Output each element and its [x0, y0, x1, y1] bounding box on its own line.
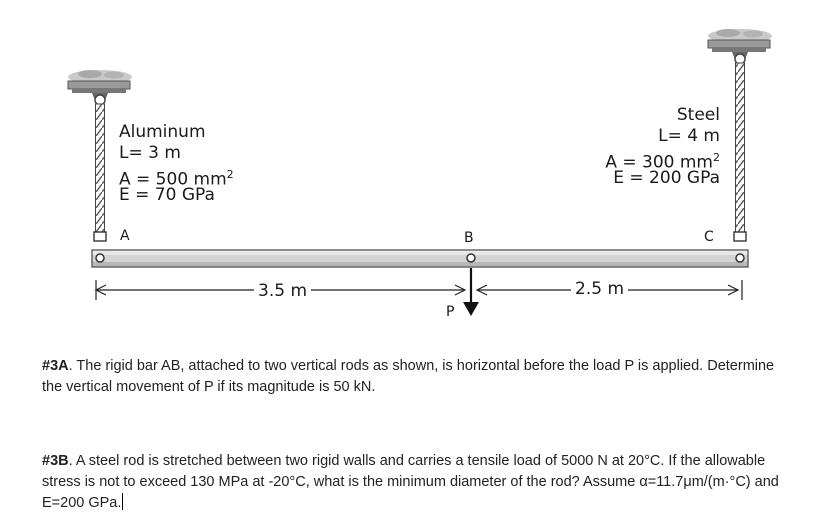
- left-support: [68, 70, 132, 105]
- load-arrow: [463, 268, 479, 316]
- rigid-bar: [92, 250, 748, 267]
- steel-area-exponent: 2: [713, 151, 720, 164]
- steel-name: Steel: [676, 105, 720, 125]
- point-c-label: C: [704, 229, 714, 245]
- aluminum-area-exponent: 2: [226, 168, 234, 181]
- steel-rod: [736, 63, 745, 234]
- aluminum-rod: [96, 104, 105, 234]
- text-cursor: [122, 493, 123, 510]
- steel-modulus: E = 200 GPa: [613, 168, 720, 188]
- steel-rod-clevis: [734, 232, 746, 241]
- steel-area-value: A = 300 mm: [605, 152, 713, 173]
- aluminum-modulus: E = 70 GPa: [119, 185, 215, 205]
- problem-3a: [42, 356, 792, 398]
- pin-c: [736, 254, 744, 262]
- pin-b: [467, 254, 475, 262]
- dimension-right-label: 2.5 m: [571, 279, 628, 299]
- problem-3a-tag: #3A: [42, 358, 69, 374]
- point-a-label: A: [120, 228, 130, 244]
- aluminum-rod-clevis: [94, 232, 106, 241]
- aluminum-area-value: A = 500 mm: [119, 169, 227, 190]
- pin-a: [96, 254, 104, 262]
- aluminum-name: Aluminum: [119, 122, 206, 142]
- point-b-label: B: [464, 230, 474, 246]
- steel-length: L= 4 m: [658, 126, 720, 146]
- problem-3b: [42, 451, 794, 514]
- dimension-left-label: 3.5 m: [254, 281, 311, 301]
- load-p-label: P: [446, 304, 455, 320]
- dimension-lines: [96, 280, 742, 300]
- problem-3b-text: . A steel rod is stretched between two rigid walls and carries a tensile load of 5000 N at 20°C. If the allowable stress is not to exceed 130 MPa at -20°C, what is the minimum diameter of the rod? Assume α=11.7μm/(m·°C) and E=200 GPa.: [42, 453, 779, 511]
- problem-3b-tag: #3B: [42, 453, 69, 469]
- right-support: [708, 29, 772, 64]
- problem-3a-text: . The rigid bar AB, attached to two vertical rods as shown, is horizontal before the load P is applied. Determine the vertical movement of P if its magnitude is 50 kN.: [42, 358, 775, 395]
- aluminum-length: L= 3 m: [119, 143, 181, 163]
